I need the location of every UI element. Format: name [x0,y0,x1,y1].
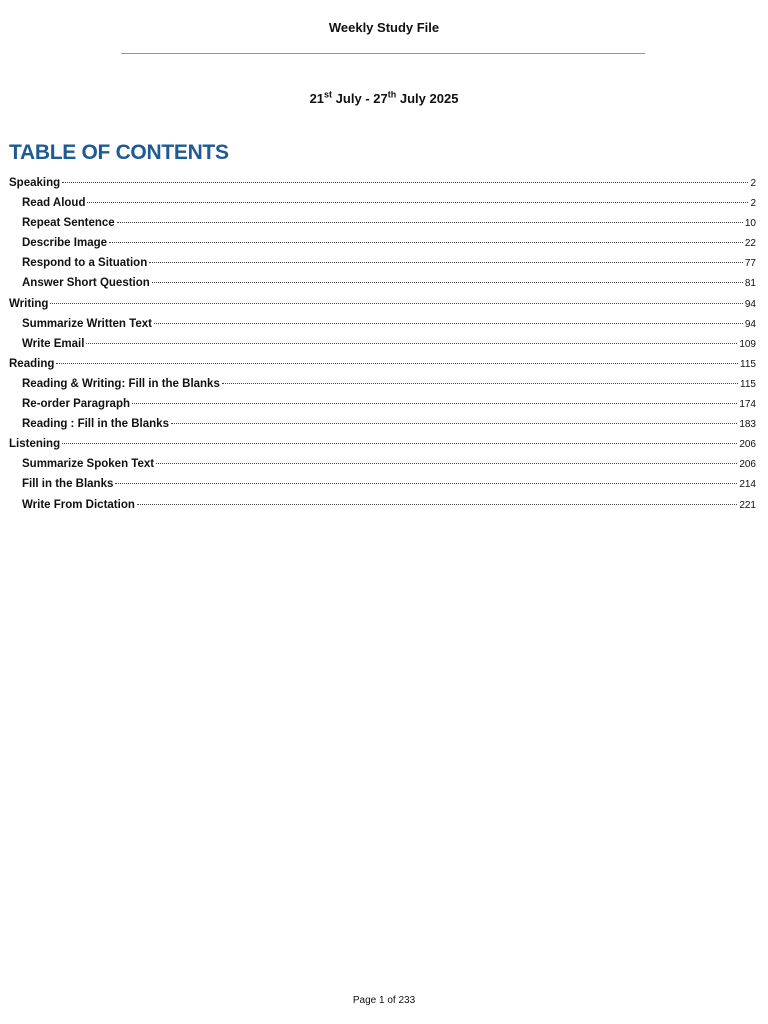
toc-entry-page-number[interactable]: 2 [750,178,756,189]
toc-entry-label[interactable]: Summarize Spoken Text [22,458,155,471]
toc-entry-page-number[interactable]: 214 [739,479,756,491]
toc-dot-leader [62,182,748,183]
toc-dot-leader [62,443,737,444]
toc-section-entry[interactable] [9,434,756,454]
toc-entry-page-number[interactable]: 174 [739,399,756,411]
toc-entry-label[interactable]: Writing [9,297,49,310]
toc-entry-page-number[interactable]: 115 [740,378,756,390]
toc-section-entry[interactable] [9,294,756,314]
toc-entry-label[interactable]: Reading & Writing: Fill in the Blanks [22,377,220,390]
toc-entry-label[interactable]: Speaking [9,177,61,189]
toc-dot-leader [86,343,737,344]
toc-entry-label[interactable]: Describe Image [22,237,108,250]
toc-subsection-entry[interactable] [9,193,756,213]
toc-entry-label[interactable]: Reading [9,357,55,370]
toc-subsection-entry[interactable] [9,454,756,474]
toc-dot-leader [171,423,737,424]
toc-dot-leader [137,504,737,505]
toc-dot-leader [152,282,743,283]
toc-entry-label[interactable]: Reading : Fill in the Blanks [22,418,169,431]
toc-subsection-entry[interactable] [9,394,756,414]
toc-entry-label[interactable]: Answer Short Question [22,277,150,290]
toc-subsection-entry[interactable] [9,334,756,354]
toc-entry-label[interactable]: Write Email [22,337,85,350]
date-range [0,89,768,109]
toc-entry-label[interactable]: Summarize Written Text [22,317,152,330]
toc-entry-page-number[interactable]: 2 [750,198,756,210]
toc-section-entry[interactable] [9,173,756,193]
toc-subsection-entry[interactable] [9,213,756,233]
toc-subsection-entry[interactable] [9,474,756,494]
toc-list [9,173,756,515]
end-day: 27 [373,91,388,106]
toc-entry-page-number[interactable]: 94 [744,298,756,310]
toc-entry-label[interactable]: Respond to a Situation [22,257,148,270]
toc-subsection-entry[interactable] [9,253,756,273]
toc-subsection-entry[interactable] [9,314,756,334]
toc-entry-page-number[interactable]: 206 [739,459,756,471]
toc-entry-page-number[interactable]: 183 [739,419,756,431]
toc-dot-leader [156,463,737,464]
toc-section-entry[interactable] [9,354,756,374]
toc-entry-page-number[interactable]: 22 [744,238,756,250]
toc-dot-leader [50,303,742,304]
toc-entry-page-number[interactable]: 221 [739,499,756,511]
toc-dot-leader [115,483,737,484]
toc-entry-label[interactable]: Fill in the Blanks [22,478,114,491]
end-month-year: July 2025 [399,91,459,106]
toc-dot-leader [87,202,748,203]
start-day: 21 [309,91,325,106]
start-day-suffix: st [324,89,333,100]
document-header-title: Weekly Study File [328,20,440,35]
toc-dot-leader [154,323,743,324]
toc-subsection-entry[interactable] [9,233,756,253]
toc-subsection-entry[interactable] [9,374,756,394]
toc-entry-label[interactable]: Repeat Sentence [22,217,115,230]
toc-dot-leader [109,242,743,243]
toc-entry-page-number[interactable]: 77 [744,258,756,270]
end-day-suffix: th [387,89,397,100]
toc-entry-page-number[interactable]: 109 [739,338,756,350]
start-month: July [335,91,362,106]
toc-entry-page-number[interactable]: 94 [744,318,756,330]
toc-dot-leader [149,262,743,263]
toc-dot-leader [56,363,738,364]
toc-heading: TABLE OF CONTENTS [9,141,229,164]
toc-dot-leader [117,222,743,223]
toc-entry-page-number[interactable]: 81 [744,278,756,290]
toc-subsection-entry[interactable] [9,273,756,293]
toc-dot-leader [132,403,737,404]
date-separator: - [365,91,370,106]
toc-subsection-entry[interactable] [9,414,756,434]
toc-subsection-entry[interactable] [9,495,756,515]
toc-entry-label[interactable]: Read Aloud [22,197,86,210]
toc-entry-label[interactable]: Listening [9,438,61,451]
toc-entry-page-number[interactable]: 206 [739,439,756,451]
toc-entry-label[interactable]: Write From Dictation [22,498,135,511]
toc-dot-leader [222,383,738,384]
header-divider [121,53,645,54]
page-footer: Page 1 of 233 [352,995,416,1006]
toc-entry-page-number[interactable]: 10 [744,218,756,230]
toc-entry-page-number[interactable]: 115 [740,358,756,370]
toc-entry-label[interactable]: Re-order Paragraph [22,398,131,411]
